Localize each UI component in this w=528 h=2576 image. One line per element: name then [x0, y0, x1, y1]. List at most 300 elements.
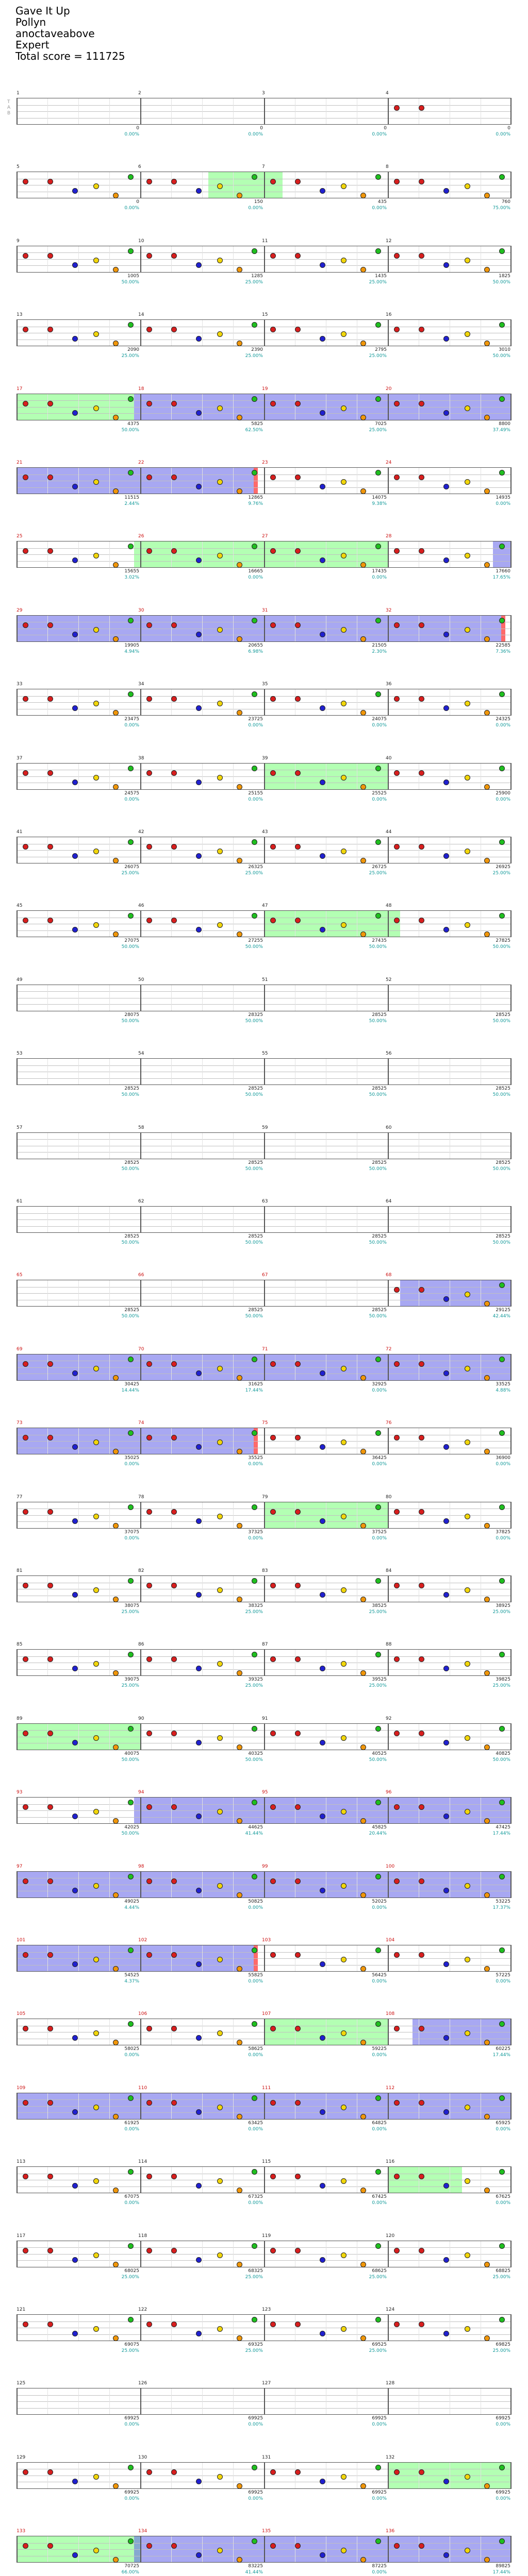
- yellow-note: [341, 405, 346, 411]
- red-note: [270, 1952, 276, 1958]
- red-note: [295, 1509, 301, 1515]
- blue-note: [72, 2109, 78, 2115]
- measure-percent: 0.00%: [372, 575, 387, 581]
- beat-line: [47, 468, 48, 494]
- yellow-note: [465, 2548, 470, 2553]
- red-note: [419, 622, 424, 628]
- measure-bar: [510, 764, 512, 789]
- yellow-note: [341, 2105, 346, 2110]
- measure-number: 42: [138, 829, 144, 835]
- measure-bar: [264, 1650, 265, 1675]
- red-note: [295, 2469, 301, 2475]
- green-note: [252, 1578, 257, 1584]
- measure-score: 26725: [372, 865, 387, 870]
- measure-number: 110: [138, 2085, 147, 2091]
- yellow-note: [93, 331, 99, 337]
- red-note: [394, 1656, 400, 1662]
- staff-row: [0, 234, 528, 293]
- beat-line: [78, 246, 79, 272]
- red-note: [146, 1583, 152, 1588]
- orange-note: [237, 784, 242, 790]
- measure-bar: [388, 1650, 389, 1675]
- red-note: [146, 2174, 152, 2179]
- orange-note: [237, 2262, 242, 2267]
- staff: [16, 541, 512, 568]
- orange-note: [360, 1523, 366, 1529]
- yellow-note: [341, 2252, 346, 2258]
- yellow-note: [217, 331, 223, 337]
- measure-score: 28525: [248, 1308, 263, 1313]
- red-note: [171, 179, 177, 184]
- measure-bar: [388, 2167, 389, 2193]
- measure-bar: [388, 1798, 389, 1823]
- measure-number: 77: [16, 1494, 23, 1500]
- measure-percent: 0.00%: [496, 723, 510, 728]
- orange-note: [113, 2483, 119, 2489]
- yellow-note: [217, 1514, 223, 1519]
- beat-line: [202, 1650, 203, 1675]
- measure-percent: 0.00%: [372, 206, 387, 211]
- green-note: [128, 2095, 134, 2101]
- beat-line: [202, 1872, 203, 1897]
- red-note: [394, 2321, 400, 2327]
- measure-number: 1: [16, 91, 20, 96]
- measure-number: 13: [16, 312, 23, 318]
- red-note: [419, 105, 424, 111]
- measure-number: 56: [386, 1051, 392, 1057]
- measure-percent: 0.00%: [372, 2496, 387, 2501]
- measure-percent: 25.00%: [121, 353, 139, 359]
- blue-note: [443, 1592, 449, 1598]
- beat-line: [202, 1354, 203, 1380]
- red-note: [295, 622, 301, 628]
- measure-bar: [16, 2463, 18, 2488]
- measure-number: 10: [138, 238, 144, 244]
- beat-line: [171, 172, 172, 198]
- yellow-note: [341, 2548, 346, 2553]
- measure-score: 28075: [124, 1012, 139, 1018]
- beat-line: [171, 2315, 172, 2341]
- yellow-note: [465, 1957, 470, 1962]
- measure-bar: [16, 1650, 18, 1675]
- staff-row: [0, 1934, 528, 1992]
- measure-percent: 0.00%: [496, 1462, 510, 1467]
- beat-line: [47, 1280, 48, 1306]
- measure-bar: [264, 911, 265, 937]
- green-note: [128, 1947, 134, 1953]
- yellow-note: [93, 553, 99, 558]
- beat-line: [109, 468, 110, 494]
- green-note: [252, 1357, 257, 1362]
- measure-number: 50: [138, 977, 144, 982]
- green-note: [375, 396, 381, 402]
- red-note: [47, 844, 53, 850]
- measure-score: 47425: [496, 1825, 510, 1831]
- staff: [16, 763, 512, 790]
- orange-note: [360, 2188, 366, 2193]
- beat-line: [171, 1207, 172, 1232]
- orange-note: [237, 2040, 242, 2045]
- measure-number: 122: [138, 2307, 147, 2312]
- beat-line: [47, 1354, 48, 1380]
- staff-prefix: T A B: [7, 99, 11, 116]
- orange-note: [360, 2262, 366, 2267]
- blue-note: [320, 2109, 325, 2115]
- beat-line: [78, 1059, 79, 1084]
- red-note: [270, 1361, 276, 1367]
- measure-percent: 0.00%: [372, 2126, 387, 2132]
- measure-percent: 0.00%: [496, 796, 510, 802]
- beat-line: [233, 1428, 234, 1454]
- measure-score: 8800: [499, 421, 510, 427]
- red-note: [295, 1435, 301, 1440]
- red-note: [419, 1878, 424, 1884]
- red-note: [47, 2100, 53, 2106]
- yellow-note: [465, 1514, 470, 1519]
- blue-note: [72, 2035, 78, 2041]
- green-note: [128, 839, 134, 845]
- yellow-note: [341, 849, 346, 854]
- beat-line: [109, 764, 110, 789]
- staff: [16, 172, 512, 198]
- measure-percent: 0.00%: [248, 796, 263, 802]
- measure-score: 26325: [248, 865, 263, 870]
- measure-percent: 0.00%: [248, 2422, 263, 2428]
- beat-line: [109, 1280, 110, 1306]
- yellow-note: [465, 2326, 470, 2332]
- beat-line: [171, 1354, 172, 1380]
- red-note: [419, 2100, 424, 2106]
- measure-percent: 25.00%: [492, 1683, 510, 1689]
- blue-note: [196, 1740, 202, 1745]
- measure-number: 38: [138, 755, 144, 761]
- red-note: [270, 2248, 276, 2253]
- red-note: [295, 327, 301, 332]
- red-note: [419, 918, 424, 923]
- beat-line: [47, 1945, 48, 1971]
- measure-score: 31625: [248, 1381, 263, 1387]
- staff-row: [0, 1860, 528, 1919]
- yellow-note: [217, 2030, 223, 2036]
- red-note: [47, 696, 53, 702]
- yellow-note: [93, 849, 99, 854]
- blue-note: [196, 1666, 202, 1671]
- blue-note: [196, 410, 202, 416]
- green-note: [499, 839, 505, 845]
- measure-score: 37075: [124, 1529, 139, 1535]
- measure-score: 27255: [248, 938, 263, 944]
- yellow-note: [93, 922, 99, 928]
- blue-note: [72, 1592, 78, 1598]
- yellow-note: [341, 2326, 346, 2332]
- measure-score: 37825: [496, 1529, 510, 1535]
- red-note: [419, 1952, 424, 1958]
- measure-bar: [264, 1502, 265, 1528]
- measure-percent: 0.00%: [372, 132, 387, 137]
- red-note: [295, 1583, 301, 1588]
- measure-percent: 25.00%: [369, 1683, 387, 1689]
- yellow-note: [93, 2326, 99, 2332]
- beat-line: [78, 2315, 79, 2341]
- measure-bar: [140, 1059, 141, 1084]
- measure-score: 69925: [372, 2489, 387, 2495]
- measure-percent: 50.00%: [492, 353, 510, 359]
- red-note: [171, 1361, 177, 1367]
- measure-score: 0: [136, 199, 139, 205]
- measure-number: 119: [262, 2233, 271, 2239]
- measure-bar: [510, 1207, 512, 1232]
- measure-score: 760: [501, 199, 510, 205]
- green-note: [499, 1947, 505, 1953]
- yellow-note: [93, 1883, 99, 1889]
- song-title: Gave It Up: [15, 5, 70, 17]
- red-note: [171, 696, 177, 702]
- beat-line: [202, 1059, 203, 1084]
- beat-line: [78, 1207, 79, 1232]
- beat-line: [233, 2019, 234, 2045]
- red-note: [146, 1731, 152, 1736]
- staff-row: [0, 973, 528, 1032]
- staff-row: [0, 2081, 528, 2140]
- measure-bar: [388, 2241, 389, 2267]
- measure-number: 123: [262, 2307, 271, 2312]
- staff-row: [0, 2155, 528, 2214]
- yellow-note: [217, 922, 223, 928]
- blue-note: [320, 853, 325, 859]
- measure-percent: 25.00%: [369, 427, 387, 433]
- measure-bar: [140, 98, 141, 124]
- measure-number: 128: [386, 2381, 395, 2386]
- red-note: [394, 548, 400, 554]
- measure-number: 95: [262, 1790, 268, 1795]
- measure-number: 19: [262, 386, 268, 392]
- beat-line: [78, 1576, 79, 1602]
- beat-line: [78, 1945, 79, 1971]
- beat-line: [109, 1945, 110, 1971]
- red-note: [419, 1361, 424, 1367]
- beat-line: [202, 1945, 203, 1971]
- red-note: [146, 1656, 152, 1662]
- measure-score: 23475: [124, 717, 139, 722]
- measure-percent: 0.00%: [248, 2496, 263, 2501]
- measure-number: 44: [386, 829, 392, 835]
- measure-percent: 50.00%: [121, 1240, 139, 1245]
- measure-score: 150: [254, 199, 263, 205]
- blue-note: [443, 2479, 449, 2484]
- measure-number: 43: [262, 829, 268, 835]
- measure-percent: 0.00%: [372, 796, 387, 802]
- blue-note: [443, 1666, 449, 1671]
- staff: [16, 910, 512, 937]
- beat-line: [47, 1724, 48, 1750]
- measure-bar: [510, 246, 512, 272]
- measure-score: 39325: [248, 1677, 263, 1683]
- measure-score: 67425: [372, 2194, 387, 2200]
- measure-score: 2390: [251, 347, 263, 353]
- measure-percent: 25.00%: [492, 2274, 510, 2280]
- yellow-note: [465, 183, 470, 189]
- beat-line: [202, 394, 203, 420]
- beat-line: [233, 2388, 234, 2414]
- red-note: [47, 2174, 53, 2179]
- measure-bar: [510, 320, 512, 346]
- measure-percent: 50.00%: [369, 944, 387, 950]
- red-note: [23, 253, 28, 259]
- beat-line: [109, 2536, 110, 2562]
- measure-percent: 0.00%: [496, 2422, 510, 2428]
- beat-line: [78, 320, 79, 346]
- red-note: [270, 2321, 276, 2327]
- yellow-note: [217, 1439, 223, 1445]
- measure-bar: [388, 1945, 389, 1971]
- measure-bar: [264, 1576, 265, 1602]
- green-note: [128, 396, 134, 402]
- orange-note: [484, 562, 490, 568]
- measure-bar: [140, 764, 141, 789]
- beat-line: [171, 468, 172, 494]
- red-note: [23, 844, 28, 850]
- measure-number: 23: [262, 460, 268, 465]
- beat-line: [171, 1650, 172, 1675]
- measure-number: 97: [16, 1863, 23, 1869]
- measure-bar: [510, 1872, 512, 1897]
- measure-number: 82: [138, 1568, 144, 1573]
- measure-score: 58625: [248, 2046, 263, 2052]
- measure-percent: 20.44%: [369, 1831, 387, 1837]
- beat-line: [202, 2536, 203, 2562]
- staff-row: [0, 1490, 528, 1549]
- measure-percent: 50.00%: [121, 1166, 139, 1172]
- red-note: [47, 622, 53, 628]
- orange-note: [113, 1892, 119, 1898]
- measure-bar: [510, 172, 512, 198]
- measure-bar: [264, 246, 265, 272]
- measure-percent: 50.00%: [369, 1240, 387, 1245]
- measure-percent: 25.00%: [245, 1609, 263, 1615]
- beat-line: [202, 985, 203, 1011]
- green-note: [499, 618, 505, 623]
- beat-line: [202, 1724, 203, 1750]
- measure-bar: [264, 764, 265, 789]
- measure-bar: [16, 1428, 18, 1454]
- staff-row: [0, 382, 528, 441]
- staff: [16, 2093, 512, 2120]
- beat-line: [233, 1872, 234, 1897]
- red-note: [47, 1361, 53, 1367]
- blue-note: [72, 262, 78, 268]
- orange-note: [113, 784, 119, 790]
- measure-bar: [140, 320, 141, 346]
- beat-line: [233, 1280, 234, 1306]
- measure-percent: 50.00%: [121, 944, 139, 950]
- staff-row: [0, 1564, 528, 1623]
- green-note: [128, 1357, 134, 1362]
- staff: [16, 2388, 512, 2415]
- blue-note: [443, 2331, 449, 2336]
- beat-line: [233, 1724, 234, 1750]
- beat-line: [78, 1502, 79, 1528]
- measure-number: 69: [16, 1346, 23, 1352]
- blue-note: [72, 2479, 78, 2484]
- red-note: [394, 1509, 400, 1515]
- measure-score: 68625: [372, 2268, 387, 2274]
- measure-score: 20655: [248, 642, 263, 648]
- measure-bar: [388, 320, 389, 346]
- measure-bar: [388, 616, 389, 641]
- staff: [16, 1945, 512, 1972]
- red-note: [171, 1952, 177, 1958]
- measure-score: 28525: [496, 1234, 510, 1239]
- red-note: [295, 844, 301, 850]
- measure-percent: 25.00%: [245, 353, 263, 359]
- measure-bar: [16, 1207, 18, 1232]
- green-note: [128, 248, 134, 254]
- red-note: [394, 622, 400, 628]
- beat-line: [109, 911, 110, 937]
- red-note: [146, 1878, 152, 1884]
- orange-note: [484, 193, 490, 198]
- orange-note: [484, 2188, 490, 2193]
- red-note: [270, 770, 276, 776]
- beat-line: [109, 1872, 110, 1897]
- yellow-note: [341, 1439, 346, 1445]
- red-note: [23, 401, 28, 406]
- blue-note: [72, 1888, 78, 1893]
- staff: [16, 1206, 512, 1233]
- measure-percent: 0.00%: [124, 2126, 139, 2132]
- measure-number: 132: [386, 2454, 395, 2460]
- orange-note: [113, 2335, 119, 2341]
- orange-note: [360, 1670, 366, 1676]
- red-note: [47, 1878, 53, 1884]
- measure-bar: [140, 2167, 141, 2193]
- measure-bar: [16, 1798, 18, 1823]
- green-note: [499, 1726, 505, 1732]
- red-note: [146, 770, 152, 776]
- beat-line: [202, 1502, 203, 1528]
- measure-bar: [140, 1280, 141, 1306]
- red-note: [270, 1509, 276, 1515]
- green-note: [499, 1357, 505, 1362]
- red-note: [270, 2469, 276, 2475]
- yellow-note: [465, 1661, 470, 1667]
- staff: [16, 2314, 512, 2341]
- red-note: [295, 696, 301, 702]
- beat-line: [202, 468, 203, 494]
- measure-score: 36900: [496, 1455, 510, 1461]
- red-note: [146, 918, 152, 923]
- measure-score: 59225: [372, 2046, 387, 2052]
- measure-score: 69925: [124, 2489, 139, 2495]
- red-note: [295, 401, 301, 406]
- measure-score: 28525: [496, 1086, 510, 1092]
- beat-line: [78, 764, 79, 789]
- beat-line: [202, 1207, 203, 1232]
- staff: [16, 2536, 512, 2563]
- beat-line: [109, 1576, 110, 1602]
- measure-number: 32: [386, 607, 392, 613]
- measure-percent: 25.00%: [121, 2348, 139, 2353]
- orange-note: [237, 1597, 242, 1602]
- red-note: [171, 327, 177, 332]
- measure-bar: [140, 1724, 141, 1750]
- measure-bar: [16, 1724, 18, 1750]
- measure-score: 25900: [496, 790, 510, 796]
- measure-bar: [510, 1428, 512, 1454]
- measure-score: 0: [507, 126, 510, 131]
- yellow-note: [217, 479, 223, 485]
- measure-percent: 14.44%: [121, 1387, 139, 1393]
